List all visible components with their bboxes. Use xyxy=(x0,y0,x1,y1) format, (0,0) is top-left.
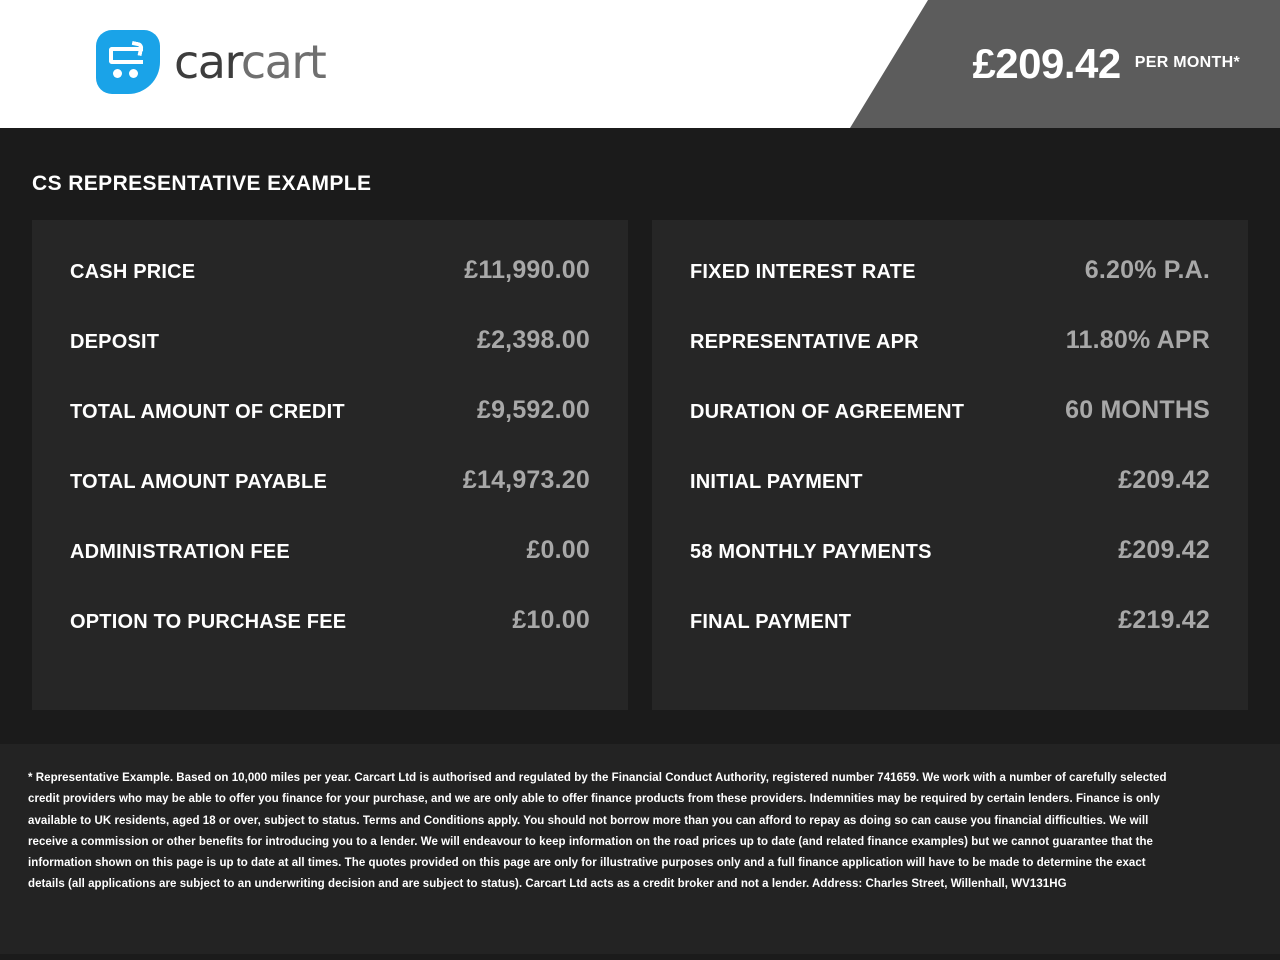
monthly-price-suffix: PER MONTH* xyxy=(1134,54,1240,71)
row-value: 6.20% P.A. xyxy=(1084,256,1210,284)
table-row xyxy=(690,396,1210,466)
logo-text-secondary: cart xyxy=(240,35,326,89)
row-label: REPRESENTATIVE APR xyxy=(690,331,919,353)
row-value: £2,398.00 xyxy=(476,326,590,354)
main-content xyxy=(0,128,1280,710)
finance-panel-left xyxy=(32,220,628,710)
row-value: £9,592.00 xyxy=(476,396,590,424)
monthly-price-value: £209.42 xyxy=(972,40,1121,87)
row-label: FIXED INTEREST RATE xyxy=(690,261,916,283)
page-title: CS REPRESENTATIVE EXAMPLE xyxy=(32,172,372,195)
logo-wordmark xyxy=(174,35,325,89)
row-label: TOTAL AMOUNT PAYABLE xyxy=(70,471,327,493)
row-label: OPTION TO PURCHASE FEE xyxy=(70,611,347,633)
row-value: £219.42 xyxy=(1118,606,1210,634)
finance-panel-right xyxy=(652,220,1248,710)
row-value: £14,973.20 xyxy=(462,466,590,494)
row-label: 58 MONTHLY PAYMENTS xyxy=(690,541,932,563)
row-value: £0.00 xyxy=(526,536,590,564)
logo-text-primary: car xyxy=(174,35,241,89)
row-label: FINAL PAYMENT xyxy=(690,611,852,633)
row-label: CASH PRICE xyxy=(70,261,196,283)
row-label: ADMINISTRATION FEE xyxy=(70,541,290,563)
table-row xyxy=(70,256,590,326)
table-row xyxy=(70,396,590,466)
table-row xyxy=(690,536,1210,606)
carcart-logo[interactable] xyxy=(96,30,325,94)
row-value: £11,990.00 xyxy=(464,256,590,284)
page-header xyxy=(0,0,1280,128)
table-row xyxy=(690,606,1210,676)
row-value: £10.00 xyxy=(512,606,590,634)
finance-details-panels xyxy=(32,220,1248,710)
table-row xyxy=(70,606,590,676)
row-label: DURATION OF AGREEMENT xyxy=(690,401,965,423)
shopping-cart-icon xyxy=(96,30,160,94)
table-row xyxy=(70,466,590,536)
row-label: INITIAL PAYMENT xyxy=(690,471,863,493)
row-value: 11.80% APR xyxy=(1065,326,1210,354)
row-value: £209.42 xyxy=(1118,466,1210,494)
monthly-price-block xyxy=(972,0,1240,128)
table-row xyxy=(70,536,590,606)
row-value: £209.42 xyxy=(1118,536,1210,564)
disclaimer-text: * Representative Example. Based on 10,000 miles per year. Carcart Ltd is authorised and regulated by the Financial Conduct Authority, registered number 741659. We work with a number of carefully selected credit providers who may be able to offer you finance for your purchase, and we are only able to offer finance products from these providers. Indemnities may be required by certain lenders. Finance is only available to UK residents, aged 18 or over, subject to status. Terms and Conditions apply. You should not borrow more than you can afford to repay as doing so can cause you financial difficulties. We will receive a commission or other benefits for introducing you to a lender. We will endeavour to keep information on the road prices up to date (and related finance examples) but we cannot guarantee that the information shown on this page is up to date at all times. The quotes provided on this page are only for illustrative purposes only and a full finance application will have to be made to determine the exact details (all applications are subject to an underwriting decision and are subject to status). Carcart Ltd acts as a credit broker and not a lender. Address: Charles Street, Willenhall, WV131HG xyxy=(28,772,1167,891)
row-label: TOTAL AMOUNT OF CREDIT xyxy=(70,401,345,423)
row-value: 60 MONTHS xyxy=(1065,396,1210,424)
row-label: DEPOSIT xyxy=(70,331,160,353)
table-row xyxy=(690,466,1210,536)
table-row xyxy=(690,326,1210,396)
table-row xyxy=(70,326,590,396)
disclaimer-section xyxy=(0,744,1280,954)
table-row xyxy=(690,256,1210,326)
